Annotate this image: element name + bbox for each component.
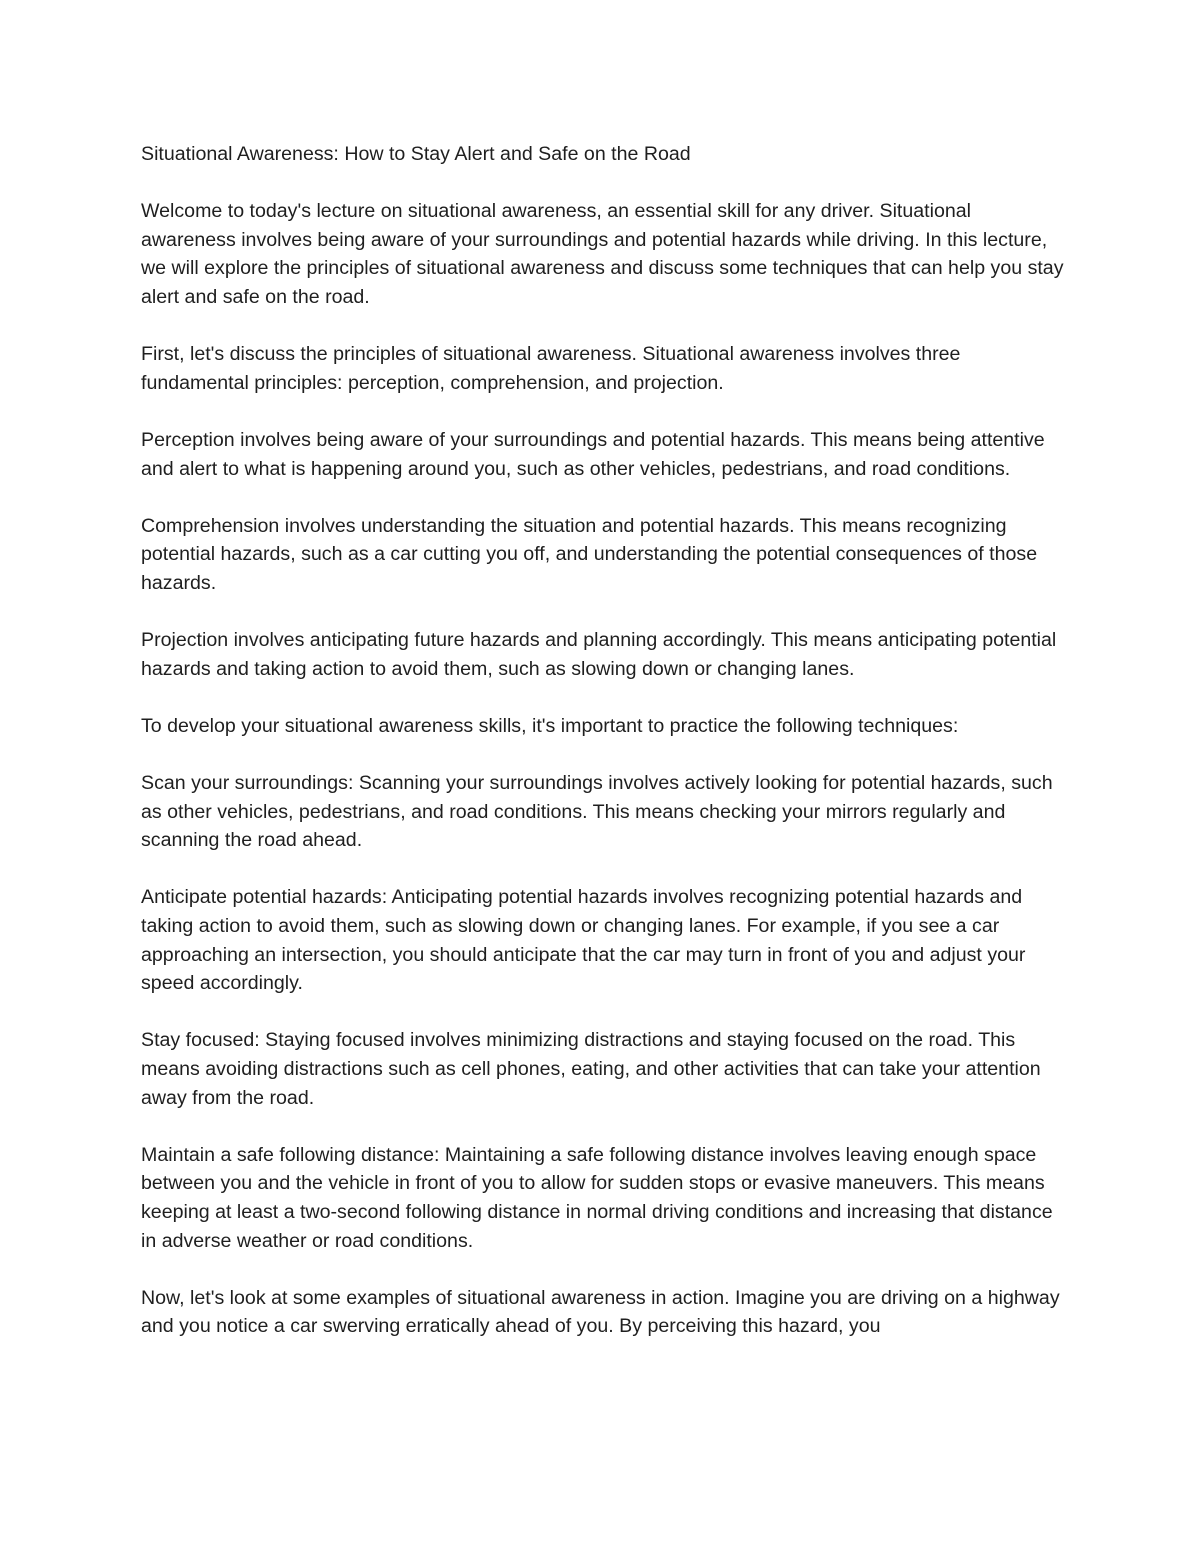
paragraph-examples: Now, let's look at some examples of situational awareness in action. Imagine you are driving on a highway and you notice a car swerving erratically ahead of you. By perceiving this hazard, you: [141, 1286, 1060, 1338]
document-title: Situational Awareness: How to Stay Alert and Safe on the Road: [141, 143, 691, 165]
paragraph-introduction: Welcome to today's lecture on situational awareness, an essential skill for any driver. Situational awareness involves being aware of your surroundings and potential hazards while driving. In this lecture, we will explore the principles of situational awareness and discuss some techniques that can help you stay alert and safe on the road.: [141, 200, 1064, 308]
paragraph-perception: Perception involves being aware of your surroundings and potential hazards. This means being attentive and alert to what is happening around you, such as other vehicles, pedestrians, and road conditions.: [141, 428, 1045, 480]
paragraph-projection: Projection involves anticipating future hazards and planning accordingly. This means anticipating potential hazards and taking action to avoid them, such as slowing down or changing lanes.: [141, 629, 1057, 680]
paragraph-anticipate-hazards: Anticipate potential hazards: Anticipating potential hazards involves recognizing potential hazards and taking action to avoid them, such as slowing down or changing lanes. For example, if you see a car approaching an intersection, you should anticipate that the car may turn in front of you and adjust your speed accordingly.: [141, 886, 1026, 995]
paragraph-principles: First, let's discuss the principles of situational awareness. Situational awareness involves three fundamental principles: perception, comprehension, and projection.: [141, 343, 961, 394]
paragraph-following-distance: Maintain a safe following distance: Maintaining a safe following distance involves leaving enough space between you and the vehicle in front of you to allow for sudden stops or evasive maneuvers. This means keeping at least a two-second following distance in normal driving conditions and increasing that distance in adverse weather or road conditions.: [141, 1143, 1053, 1252]
paragraph-scan-surroundings: Scan your surroundings: Scanning your surroundings involves actively looking for potential hazards, such as other vehicles, pedestrians, and road conditions. This means checking your mirrors regularly and scanning the road ahead.: [141, 772, 1053, 852]
paragraph-comprehension: Comprehension involves understanding the situation and potential hazards. This means recognizing potential hazards, such as a car cutting you off, and understanding the potential consequences of those hazards.: [141, 514, 1038, 594]
paragraph-stay-focused: Stay focused: Staying focused involves minimizing distractions and staying focused on the road. This means avoiding distractions such as cell phones, eating, and other activities that can take your attention away from the road.: [141, 1029, 1041, 1109]
document-body: [141, 140, 1066, 1370]
paragraph-techniques-intro: To develop your situational awareness skills, it's important to practice the following techniques:: [141, 714, 959, 737]
